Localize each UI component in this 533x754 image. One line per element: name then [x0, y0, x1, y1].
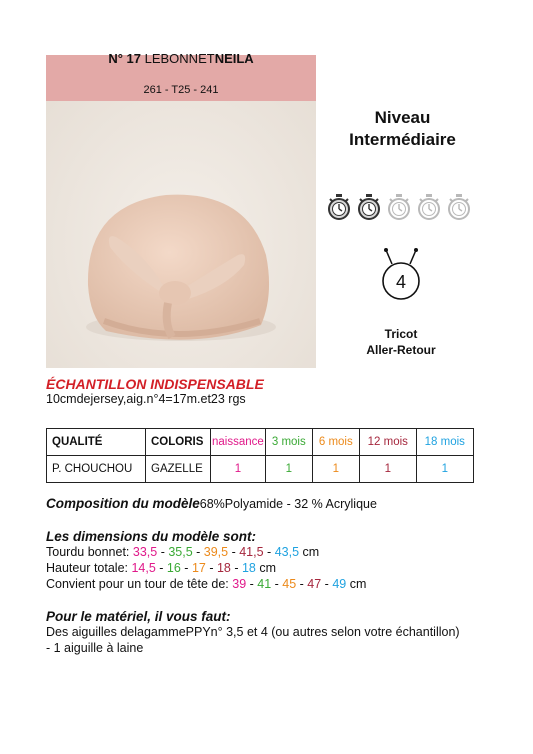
stopwatch-filled-icon: [325, 193, 353, 221]
level-label: Niveau: [374, 108, 431, 127]
value-3m: 16: [166, 561, 181, 575]
unit: cm: [349, 577, 367, 591]
level-block: [320, 107, 485, 151]
composition-text: 68%Polyamide - 32 % Acrylique: [199, 497, 377, 511]
stopwatch-empty-icon: [385, 193, 413, 221]
stopwatch-empty-icon: [445, 193, 473, 221]
composition-title: Composition du modèle: [46, 496, 200, 511]
dimension-hauteur: Hauteur totale: 14,5 - 16 - 17 - 18 - 18 cm: [46, 561, 277, 575]
value-18m: 49: [332, 577, 347, 591]
needle-size-value: 4: [395, 272, 407, 292]
value-12m: 18: [216, 561, 231, 575]
difficulty-rating: [325, 193, 473, 221]
header-size-3m: 3 mois: [265, 429, 312, 456]
row-qty-12m: 1: [359, 456, 416, 483]
materiel-line2: - 1 aiguille à laine: [46, 641, 144, 655]
pattern-number: N° 17: [108, 51, 141, 66]
technique-line2: Aller-Retour: [366, 343, 436, 357]
level-value: Intermédiaire: [349, 130, 456, 149]
table-row: [47, 456, 474, 483]
stopwatch-empty-icon: [415, 193, 443, 221]
row-qty-3m: 1: [265, 456, 312, 483]
echantillon-title: ÉCHANTILLON INDISPENSABLE: [46, 376, 264, 392]
dimension-label: Tourdu bonnet:: [46, 545, 133, 559]
pattern-name-prefix: LEBONNET: [144, 51, 215, 66]
materiel-line1: Des aiguilles delagammePPYn° 3,5 et 4 (ou autres selon votre échantillon): [46, 625, 460, 639]
value-18m: 43,5: [274, 545, 300, 559]
row-qty-6m: 1: [312, 456, 359, 483]
row-qty-naissance: 1: [211, 456, 266, 483]
echantillon-text: 10cmdejersey,aig.n°4=17m.et23 rgs: [46, 392, 246, 406]
stopwatch-filled-icon: [355, 193, 383, 221]
row-quality: P. CHOUCHOU: [47, 456, 146, 483]
value-12m: 47: [307, 577, 322, 591]
needle-size-icon: [378, 248, 424, 302]
dimension-label: Hauteur totale:: [46, 561, 132, 575]
value-naissance: 14,5: [131, 561, 156, 575]
header-color: COLORIS: [146, 429, 211, 456]
materiel-title: Pour le matériel, il vous faut:: [46, 609, 231, 624]
row-color: GAZELLE: [146, 456, 211, 483]
technique: [336, 326, 466, 358]
dimension-tete: Convient pour un tour de tête de: 39 - 41 - 45 - 47 - 49 cm: [46, 577, 367, 591]
technique-line1: Tricot: [384, 327, 418, 341]
product-photo: [46, 55, 316, 368]
header-size-18m: 18 mois: [416, 429, 473, 456]
row-qty-18m: 1: [416, 456, 473, 483]
table-header-row: [47, 429, 474, 456]
value-6m: 39,5: [203, 545, 229, 559]
dimensions-title: Les dimensions du modèle sont:: [46, 529, 257, 544]
header-quality: QUALITÉ: [47, 429, 146, 456]
pattern-name: NEILA: [214, 51, 254, 66]
yarn-table: [46, 428, 474, 483]
value-6m: 17: [191, 561, 206, 575]
unit: cm: [302, 545, 320, 559]
value-3m: 41: [257, 577, 272, 591]
reference-codes: 261 - T25 - 241: [143, 84, 219, 96]
header-size-naissance: naissance: [211, 429, 266, 456]
dimension-label: Convient pour un tour de tête de:: [46, 577, 233, 591]
value-naissance: 33,5: [132, 545, 158, 559]
value-3m: 35,5: [168, 545, 193, 559]
unit: cm: [259, 561, 277, 575]
header-size-6m: 6 mois: [312, 429, 359, 456]
value-naissance: 39: [232, 577, 247, 591]
value-12m: 41,5: [239, 545, 264, 559]
value-6m: 45: [282, 577, 297, 591]
pattern-title: [46, 51, 316, 66]
hat-illustration: [46, 55, 316, 368]
header-size-12m: 12 mois: [359, 429, 416, 456]
composition-line: [46, 496, 377, 511]
value-18m: 18: [241, 561, 256, 575]
dimension-tour: Tourdu bonnet: 33,5 - 35,5 - 39,5 - 41,5 - 43,5 cm: [46, 545, 320, 559]
